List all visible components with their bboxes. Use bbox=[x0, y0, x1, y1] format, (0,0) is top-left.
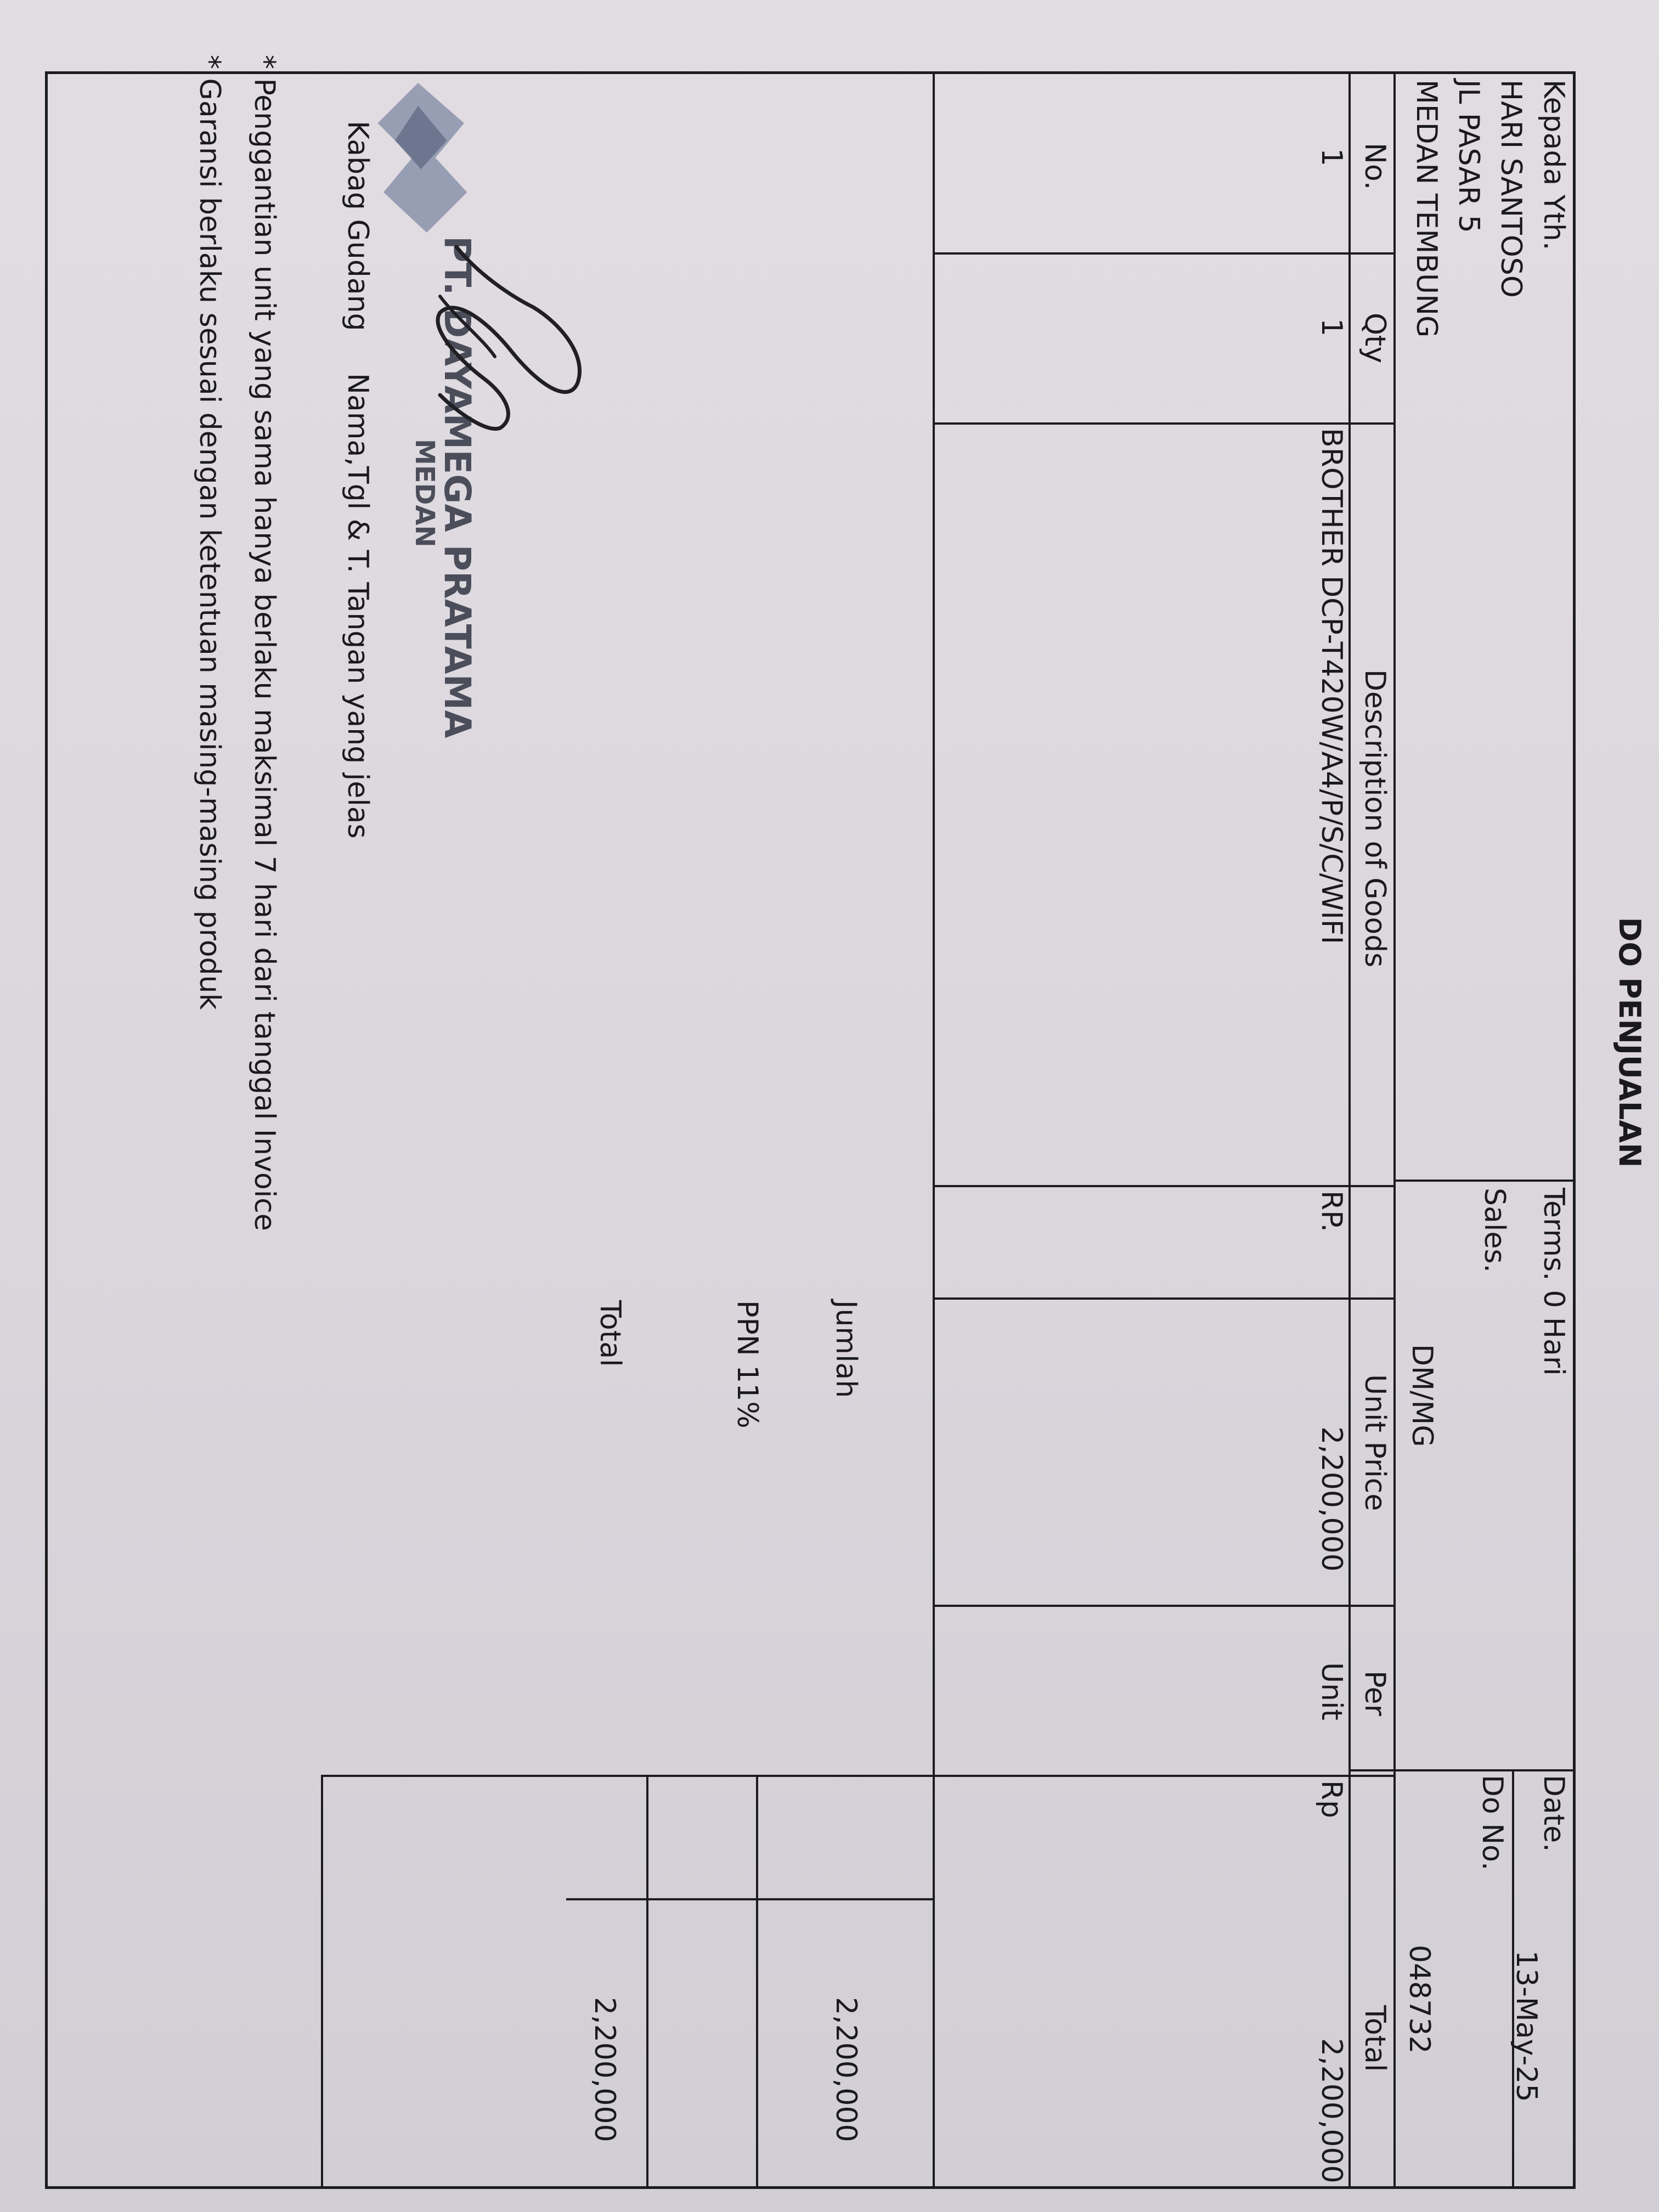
summary-bottom bbox=[321, 1775, 323, 2189]
col-divider-desc bbox=[935, 1185, 1396, 1187]
row-no: 1 bbox=[1315, 148, 1348, 167]
receiver-note: Nama,Tgl & T. Tangan yang jelas bbox=[341, 373, 374, 839]
header-total: Total bbox=[1358, 2005, 1391, 2072]
signer-role: Kabag Gudang bbox=[341, 121, 374, 331]
total-label: Total bbox=[594, 1300, 627, 1367]
ppn-label: PPN 11% bbox=[731, 1300, 764, 1429]
note-1: * Penggantian unit yang sama hanya berlaku maksimal 7 hari dari tanggal Invoice bbox=[248, 55, 281, 1231]
row-unit-price: 2,200,000 bbox=[1315, 1426, 1348, 1572]
do-no-value: 048732 bbox=[1403, 1945, 1436, 2054]
date-value: 13-May-25 bbox=[1510, 1950, 1543, 2102]
recipient-label: Kepada Yth. bbox=[1537, 80, 1570, 251]
row-total: 2,200,000 bbox=[1315, 2038, 1348, 2183]
header-unit-price: Unit Price bbox=[1358, 1374, 1391, 1511]
header-qty: Qty bbox=[1358, 313, 1391, 364]
table-header-bottom bbox=[1348, 71, 1351, 2189]
do-no-label: Do No. bbox=[1476, 1775, 1509, 1871]
summary-left bbox=[323, 1775, 935, 1777]
col-divider-rp bbox=[935, 1297, 1396, 1300]
table-body-bottom bbox=[933, 71, 935, 2189]
row-currency: RP. bbox=[1315, 1190, 1348, 1232]
header-no: No. bbox=[1358, 143, 1391, 190]
terms-text: Terms. 0 Hari bbox=[1537, 1188, 1570, 1376]
header-description: Description of Goods bbox=[1358, 669, 1391, 968]
row-qty: 1 bbox=[1315, 318, 1348, 337]
table-header-top bbox=[1393, 71, 1396, 2189]
row-description: BROTHER DCP-T420W/A4/P/S/C/WIFI bbox=[1315, 428, 1348, 945]
note-2: * Garansi berlaku sesuai dengan ketentuan masing-masing produk bbox=[193, 55, 226, 1010]
stamp-company-name: PT. DAYAMEGA PRATAMA bbox=[436, 236, 478, 738]
summary-divider-1 bbox=[756, 1775, 758, 2189]
col-divider-per bbox=[935, 1775, 1396, 1777]
header-per: Per bbox=[1358, 1671, 1391, 1716]
sales-value: DM/MG bbox=[1406, 1344, 1438, 1447]
col-divider-qty bbox=[935, 422, 1396, 425]
col-divider-price bbox=[935, 1605, 1396, 1607]
row-total-currency: Rp bbox=[1315, 1780, 1348, 1819]
header-vertical-divider-right bbox=[1350, 1769, 1576, 1771]
col-divider-no bbox=[935, 252, 1396, 255]
summary-divider-2 bbox=[646, 1775, 648, 2189]
stamp-city: MEDAN bbox=[409, 439, 440, 548]
recipient-address-1: JL PASAR 5 bbox=[1452, 80, 1485, 233]
jumlah-value: 2,200,000 bbox=[830, 1997, 862, 2142]
header-vertical-divider bbox=[1396, 1180, 1576, 1182]
recipient-name: HARI SANTOSO bbox=[1494, 80, 1527, 298]
document-title: DO PENJUALAN bbox=[1612, 917, 1647, 1168]
row-per: Unit bbox=[1315, 1662, 1348, 1720]
sales-label: Sales. bbox=[1478, 1188, 1511, 1273]
jumlah-label: Jumlah bbox=[830, 1300, 862, 1398]
signature-mark bbox=[391, 230, 621, 516]
summary-inner-divider bbox=[566, 1898, 935, 1900]
total-value: 2,200,000 bbox=[588, 1997, 621, 2142]
date-label: Date. bbox=[1537, 1775, 1570, 1852]
recipient-address-2: MEDAN TEMBUNG bbox=[1410, 80, 1443, 338]
